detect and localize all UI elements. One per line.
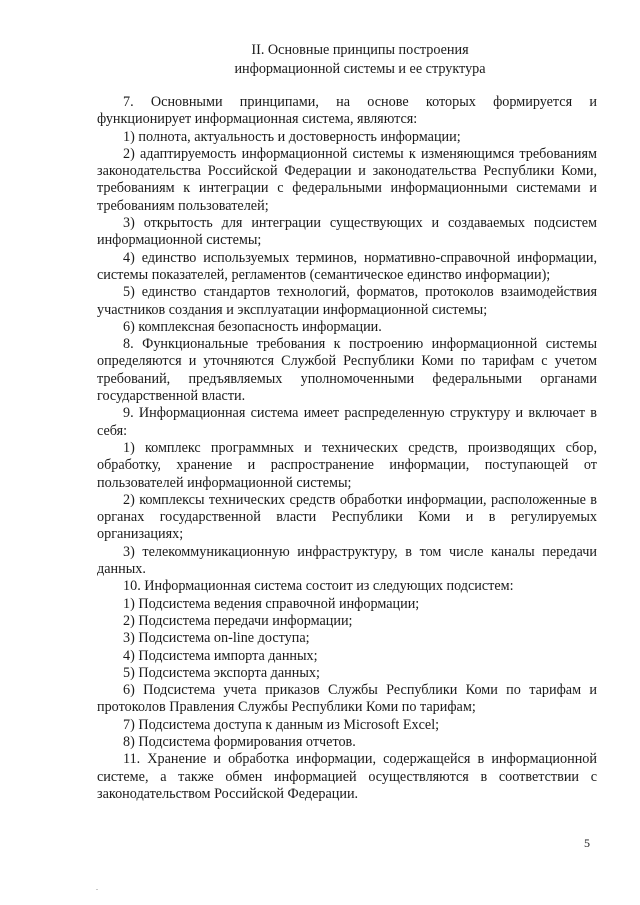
principle-item-6: 6) комплексная безопасность информации. xyxy=(123,318,382,335)
principle-item-4: 4) единство используемых терминов, нормативно-справочной информации, системы показателей, регламентов (семантическое единство информации); xyxy=(97,249,597,283)
page-number: 5 xyxy=(584,836,590,850)
structure-item-1: 1) комплекс программных и технических средств, производящих сбор, обработку, хранение и распространение информации, поступающей от пользователей информационной системы; xyxy=(97,439,597,491)
subsystem-item-5: 5) Подсистема экспорта данных; xyxy=(123,664,320,681)
subsystem-item-4: 4) Подсистема импорта данных; xyxy=(123,647,318,664)
principle-item-3: 3) открытость для интеграции существующих и создаваемых подсистем информационной системы; xyxy=(97,215,597,249)
subsystem-item-6: 6) Подсистема учета приказов Службы Республики Коми по тарифам и протоколов Правления Службы Республики Коми по тарифам; xyxy=(97,682,597,716)
structure-item-3: 3) телекоммуникационную инфраструктуру, в том числе каналы передачи данных. xyxy=(97,543,597,578)
subsystem-item-3: 3) Подсистема on-line доступа; xyxy=(123,630,310,647)
paragraph-11: 11. Хранение и обработка информации, содержащейся в информационной системе, а также обмен информацией осуществляются в соответствии с законодательством Российской Федерации. xyxy=(97,751,597,802)
principle-item-5: 5) единство стандартов технологий, форматов, протоколов взаимодействия участников создания и эксплуатации информационной системы; xyxy=(97,284,597,318)
paragraph-10-intro: 10. Информационная система состоит из следующих подсистем: xyxy=(123,578,514,595)
structure-item-2: 2) комплексы технических средств обработки информации, расположенные в органах государственной власти Республики Коми и в регулируемых организациях; xyxy=(97,491,597,543)
scan-speck xyxy=(96,889,98,890)
subsystem-item-2: 2) Подсистема передачи информации; xyxy=(123,612,353,629)
principle-item-1: 1) полнота, актуальность и достоверность информации; xyxy=(123,128,461,145)
section-heading-line-2: информационной системы и ее структура xyxy=(234,61,486,77)
subsystem-item-7: 7) Подсистема доступа к данным из Microsoft Excel; xyxy=(123,716,440,733)
section-heading-line-1: II. Основные принципы построения xyxy=(251,42,469,58)
subsystem-item-1: 1) Подсистема ведения справочной информации; xyxy=(123,595,420,612)
document-body xyxy=(97,94,597,803)
paragraph-7-intro: 7. Основными принципами, на основе которых формируется и функционирует информационная система, являются: xyxy=(97,94,597,128)
principle-item-2: 2) адаптируемость информационной системы к изменяющимся требованиям законодательства Российской Федерации и законодательства Республики Коми, требованиям к интеграции с федеральными информационными системами и требованиям пользователей; xyxy=(97,145,597,214)
paragraph-9-intro: 9. Информационная система имеет распределенную структуру и включает в себя: xyxy=(97,405,597,439)
paragraph-8: 8. Функциональные требования к построению информационной системы определяются и уточняются Службой Республики Коми по тарифам с учетом требований, предъявляемых уполномоченными федеральными органами государственной власти. xyxy=(97,336,597,405)
subsystem-item-8: 8) Подсистема формирования отчетов. xyxy=(123,733,356,750)
